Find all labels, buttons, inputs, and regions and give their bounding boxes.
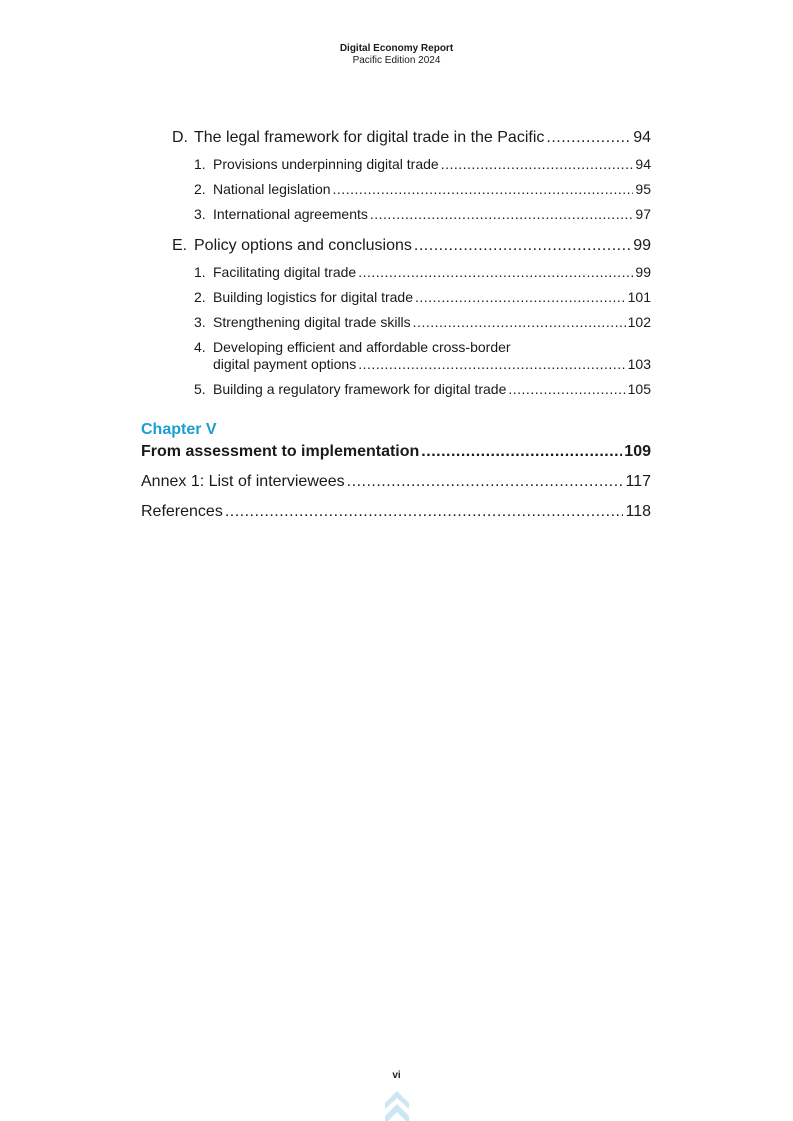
- toc-entry-page: 102: [627, 314, 651, 330]
- toc-entry-title: References: [141, 503, 223, 520]
- toc-entry-number: 3.: [194, 314, 206, 330]
- toc-entry-number: 1.: [194, 156, 206, 172]
- toc-entry-e4-line1[interactable]: [194, 338, 511, 356]
- toc-entry-number: 4.: [194, 339, 206, 355]
- toc-entry-number: 5.: [194, 381, 206, 397]
- dot-leader: [414, 236, 631, 256]
- dot-leader: [441, 155, 634, 173]
- toc-entry-page: 118: [625, 503, 651, 520]
- dot-leader: [333, 180, 634, 198]
- toc-entry-page: 94: [635, 156, 651, 172]
- toc-entry-title: International agreements: [213, 206, 368, 222]
- toc-entry-annex[interactable]: [141, 472, 651, 492]
- chapter-label: Chapter V: [141, 421, 217, 438]
- toc-entry-title: Developing efficient and affordable cross-border: [213, 339, 511, 355]
- toc-entry-page: 117: [625, 473, 651, 490]
- toc-entry-e5[interactable]: [194, 380, 651, 398]
- toc-entry-number: 3.: [194, 206, 206, 222]
- toc-entry-title: The legal framework for digital trade in the Pacific: [194, 129, 545, 146]
- toc-entry-page: 94: [633, 129, 651, 146]
- dot-leader: [358, 263, 633, 281]
- toc-entry-title: Annex 1: List of interviewees: [141, 473, 345, 490]
- toc-entry-section-e[interactable]: [172, 236, 651, 256]
- toc-entry-title: From assessment to implementation: [141, 443, 420, 460]
- toc-entry-page: 105: [627, 381, 651, 397]
- toc-entry-page: 103: [627, 356, 651, 372]
- toc-entry-page: 101: [627, 289, 651, 305]
- toc-entry-e4-line2[interactable]: [213, 355, 651, 373]
- chevron-bottom: [385, 1104, 409, 1121]
- toc-entry-section-d[interactable]: [172, 128, 651, 148]
- toc-entry-title: Building a regulatory framework for digital trade: [213, 381, 507, 397]
- toc-entry-title: National legislation: [213, 181, 331, 197]
- dot-leader: [415, 288, 626, 306]
- dot-leader: [347, 472, 624, 492]
- dot-leader: [370, 205, 634, 223]
- dot-leader: [358, 355, 625, 373]
- dot-leader: [508, 380, 625, 398]
- toc-entry-title: Facilitating digital trade: [213, 264, 357, 280]
- double-chevron-up-icon[interactable]: [384, 1090, 410, 1121]
- toc-entry-d1[interactable]: [194, 155, 651, 173]
- toc-entry-title: Provisions underpinning digital trade: [213, 156, 439, 172]
- toc-entry-number: 2.: [194, 181, 206, 197]
- toc-entry-e3[interactable]: [194, 313, 651, 331]
- dot-leader: [421, 442, 622, 462]
- toc-entry-page: 99: [635, 264, 651, 280]
- toc-entry-title: Building logistics for digital trade: [213, 289, 413, 305]
- toc-entry-chapter-v[interactable]: [141, 442, 651, 462]
- toc-entry-number: D.: [172, 129, 188, 146]
- toc-entry-page: 95: [635, 181, 651, 197]
- toc-entry-page: 99: [633, 237, 651, 254]
- toc-entry-d2[interactable]: [194, 180, 651, 198]
- toc-entry-d3[interactable]: [194, 205, 651, 223]
- dot-leader: [413, 313, 626, 331]
- report-edition: Pacific Edition 2024: [352, 55, 441, 66]
- dot-leader: [225, 502, 624, 522]
- running-header: [0, 43, 793, 67]
- toc-entry-page: 97: [635, 206, 651, 222]
- toc-entry-number: 2.: [194, 289, 206, 305]
- toc-entry-page: 109: [624, 443, 651, 460]
- dot-leader: [546, 128, 631, 148]
- toc-entry-e1[interactable]: [194, 263, 651, 281]
- toc-entry-references[interactable]: [141, 502, 651, 522]
- report-title: Digital Economy Report: [339, 43, 454, 54]
- toc-entry-e2[interactable]: [194, 288, 651, 306]
- toc-entry-number: 1.: [194, 264, 206, 280]
- toc-entry-title: Strengthening digital trade skills: [213, 314, 411, 330]
- toc-entry-title: Policy options and conclusions: [194, 237, 412, 254]
- toc-entry-number: E.: [172, 237, 188, 254]
- toc-entry-title-continued: digital payment options: [213, 356, 357, 372]
- page-number: vi: [392, 1070, 401, 1081]
